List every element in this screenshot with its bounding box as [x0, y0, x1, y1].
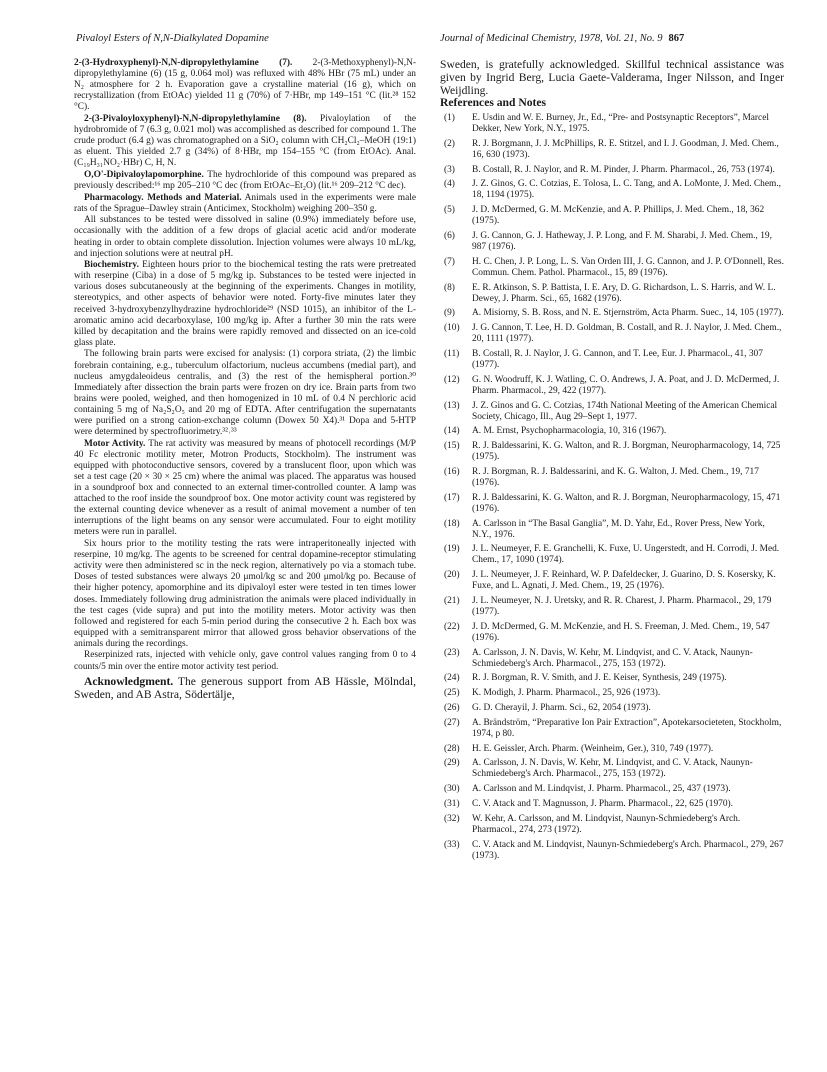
- right-column: [440, 58, 784, 865]
- reference-text: A. Carlsson in “The Basal Ganglia”, M. D. Yahr, Ed., Rover Press, New York, N.Y., 1976.: [472, 518, 765, 540]
- reference-text: R. J. Baldessarini, K. G. Walton, and R. J. Borgman, Neuropharmacology, 14, 725 (1975).: [472, 441, 781, 463]
- paragraph-text: 2-(3-Methoxyphenyl)-N,N-dipropylethylamine (6) (15 g, 0.064 mol) was refluxed with 48% HBr (75 mL) under an N₂ atmosphere for 2 h. Evaporation gave a crystalline material (16 g), which on recrystallization (from EtOAc) yielded 11 g (70%) of 7·HBr, mp 149–151 °C (lit.²⁸ 152 °C).: [74, 58, 417, 113]
- reference-item: [440, 799, 784, 810]
- left-column: [74, 58, 416, 701]
- acknowledgment-text: The generous support from AB Hässle, Mölndal, Sweden, and AB Astra, Södertälje,: [74, 674, 416, 701]
- reference-item: [440, 441, 784, 463]
- paragraph-heading: O,O'-Dipivaloylapomorphine.: [84, 169, 204, 180]
- reference-number: (10): [444, 323, 460, 334]
- reference-item: [440, 622, 784, 644]
- reference-item: [440, 375, 784, 397]
- reference-number: (7): [444, 256, 455, 267]
- reference-number: (24): [444, 673, 460, 684]
- reference-item: [440, 401, 784, 423]
- reference-number: (13): [444, 400, 460, 411]
- paragraph-pharmacology: [74, 193, 416, 215]
- paragraph-text: The hydrochloride of this compound was prepared as previously described:¹⁶ mp 205–210 °C dec (from EtOAc–Et₂O) (lit.¹⁶ 209–212 °C dec).: [74, 169, 416, 192]
- acknowledgment-continued: Sweden, is gratefully acknowledged. Skillful technical assistance was given by Ingrid Berg, Lucia Gaete-Valderama, Inger Nilsson, and Inger Weijdling.: [440, 58, 784, 97]
- reference-item: [440, 758, 784, 780]
- reference-text: A. Carlsson, J. N. Davis, W. Kehr, M. Lindqvist, and C. V. Atack, Naunyn-Schmiedeberg's Arch. Pharmacol., 275, 153 (1972).: [472, 647, 753, 669]
- reference-text: A. M. Ernst, Psychopharmacologia, 10, 316 (1967).: [472, 426, 667, 437]
- paragraph-text: Pivaloylation of the hydrobromide of 7 (6.3 g, 0.021 mol) was accomplished as described for compound 1. The crude product (6.4 g) was chromatographed on a SiO₂ column with CH₂Cl₂–MeOH (19:1) as eluent. This yielded 2.7 g (34%) of 8·HBr, mp 154–155 °C (from EtOAc). Anal. (C₁₉H₃₁NO₂·HBr) C, H, N.: [74, 113, 417, 169]
- reference-item: [440, 718, 784, 740]
- reference-number: (21): [444, 596, 460, 607]
- reference-text: G. N. Woodruff, K. J. Watling, C. O. Andrews, J. A. Poat, and J. D. McDermed, J. Pharm. Pharmacol., 29, 422 (1977).: [472, 374, 780, 396]
- reference-number: (25): [444, 688, 460, 699]
- reference-number: (30): [444, 784, 460, 795]
- paragraph-compound-8: [74, 114, 416, 169]
- reference-number: (5): [444, 205, 455, 216]
- paragraph-text: The rat activity was measured by means of photocell recordings (M/P 40 Fc electronic motility meter, Motron Products, Stockholm). The instrument was equipped with photoconductive sensors, covered by a translucent floor, upon which was set a test cage (20 × 30 × 25 cm) where the animal was placed. The apparatus was housed in a soundproof box and connected to an external timer-controlled counter. A lamp was attached to the roof inside the soundproof box. One motor activity count was registered by the external counting device whenever as a result of animal movement a number of ten interruptions of the light beams on any sensor were accumulated. Four to eight motility meters were run in parallel.: [74, 438, 416, 538]
- reference-text: A. Carlsson, J. N. Davis, W. Kehr, M. Lindqvist, and C. V. Atack, Naunyn-Schmiedeberg's Arch. Pharmacol., 275, 153 (1972).: [472, 758, 753, 780]
- paragraph-controls: [74, 650, 416, 672]
- reference-item: [440, 688, 784, 699]
- reference-item: [440, 648, 784, 670]
- reference-text: A. Brändström, “Preparative Ion Pair Extraction”, Apotekarsocieteten, Stockholm, 1974, p 80.: [472, 717, 782, 739]
- reference-number: (6): [444, 231, 455, 242]
- page-number: 867: [668, 33, 685, 44]
- reference-text: H. E. Geissler, Arch. Pharm. (Weinheim, Ger.), 310, 749 (1977).: [472, 743, 714, 754]
- paragraph-text: The following brain parts were excised for analysis: (1) corpora striata, (2) the limbic forebrain containing, e.g., tuberculum olfactorium, nucleus accumbens (medial part), and nucleus amygdaleoideus centralis, and (3) the rest of the hemispheral portion.³⁰ Immediately after dissection the brain parts were frozen on dry ice. Brain parts from two brains were pooled, weighed, and then homogenized in 10 mL of 0.4 N perchloric acid containing 5 mg of Na₂S₂O₅ and 20 mg of EDTA. After centrifugation the supernatants were purified on a strong cation-exchange column (Dowex 50 X4).³¹ Dopa and 5-HTP were determined by spectrofluorimetry.³²˒³³: [74, 349, 416, 438]
- paragraph-compound-7: [74, 58, 416, 113]
- reference-item: [440, 596, 784, 618]
- reference-number: (26): [444, 703, 460, 714]
- reference-item: [440, 840, 784, 862]
- reference-number: (9): [444, 308, 455, 319]
- reference-item: [440, 179, 784, 201]
- reference-item: [440, 467, 784, 489]
- paragraph-motility-testing: [74, 539, 416, 650]
- paragraph-heading: Motor Activity.: [84, 438, 146, 449]
- reference-text: E. Usdin and W. E. Burney, Jr., Ed., “Pre- and Postsynaptic Receptors”, Marcel Dekker, New York, N.Y., 1975.: [472, 113, 769, 135]
- reference-item: [440, 784, 784, 795]
- paragraph-biochemistry: [74, 260, 416, 349]
- paragraph-solutions: [74, 215, 416, 259]
- acknowledgment-paragraph: [74, 675, 416, 701]
- paragraph-motor-activity: [74, 439, 416, 539]
- paragraph-heading: 2-(3-Pivaloyloxyphenyl)-N,N-dipropylethylamine (8).: [84, 113, 307, 124]
- reference-text: A. Carlsson and M. Lindqvist, J. Pharm. Pharmacol., 25, 437 (1973).: [472, 784, 731, 795]
- paragraph-text: Six hours prior to the motility testing the rats were intraperitoneally injected with reserpine, 10 mg/kg. The agents to be screened for central dopamine-receptor stimulating activity were then administered sc in the neck region, alternatively po via a stomach tube. Doses of tested substances were always 20 μmol/kg sc and 200 μmol/kg po. Because of their higher potency, apomorphine and its dipivaloyl ester were tested in ten times lower doses. Immediately following drug administration the animals were placed individually in the test cages (vide supra) and put into the motility meters. Motor activity was then followed and registered for each 5-min period during the consecutive 2 h. Each box was equipped with a semitransparent mirror that allowed gross behavior observations of the animals during the recordings.: [74, 539, 416, 649]
- reference-item: [440, 231, 784, 253]
- paragraph-heading: Biochemistry.: [84, 260, 139, 271]
- reference-number: (32): [444, 813, 460, 824]
- reference-item: [440, 257, 784, 279]
- reference-number: (23): [444, 647, 460, 658]
- paragraph-heading: 2-(3-Hydroxyphenyl)-N,N-dipropylethylamine (7).: [74, 58, 293, 68]
- reference-text: R. J. Borgmann, J. J. McPhillips, R. E. Stitzel, and I. J. Goodman, J. Med. Chem., 16, 630 (1973).: [472, 138, 779, 160]
- reference-text: J. D. McDermed, G. M. McKenzie, and A. P. Phillips, J. Med. Chem., 18, 362 (1975).: [472, 205, 765, 227]
- reference-number: (14): [444, 426, 460, 437]
- reference-text: R. J. Borgman, R. J. Baldessarini, and K. G. Walton, J. Med. Chem., 19, 717 (1976).: [472, 467, 759, 489]
- running-header-left: Pivaloyl Esters of N,N-Dialkylated Dopamine: [76, 33, 269, 44]
- reference-item: [440, 426, 784, 437]
- reference-number: (22): [444, 621, 460, 632]
- acknowledgment-heading: Acknowledgment.: [84, 674, 174, 688]
- reference-text: J. G. Cannon, T. Lee, H. D. Goldman, B. Costall, and R. J. Naylor, J. Med. Chem., 20, 1111 (1977).: [472, 323, 782, 345]
- reference-text: C. V. Atack and M. Lindqvist, Naunyn-Schmiedeberg's Arch. Pharmacol., 279, 267 (1973).: [472, 839, 784, 861]
- reference-item: [440, 744, 784, 755]
- reference-number: (27): [444, 717, 460, 728]
- reference-text: B. Costall, R. J. Naylor, and R. M. Pinder, J. Pharm. Pharmacol., 26, 753 (1974).: [472, 164, 775, 175]
- reference-item: [440, 673, 784, 684]
- paragraph-dipivaloylapomorphine: [74, 170, 416, 192]
- paragraph-brain-parts: [74, 349, 416, 438]
- journal-citation: Journal of Medicinal Chemistry, 1978, Vol. 21, No. 9: [440, 33, 663, 44]
- reference-text: J. L. Neumeyer, N. J. Uretsky, and R. R. Charest, J. Pharm. Pharmacol., 29, 179 (1977).: [472, 596, 772, 618]
- reference-text: B. Costall, R. J. Naylor, J. G. Cannon, and T. Lee, Eur. J. Pharmacol., 41, 307 (1977).: [472, 349, 763, 371]
- reference-text: E. R. Atkinson, S. P. Battista, I. E. Ary, D. G. Richardson, L. S. Harris, and W. L. Dewey, J. Pharm. Sci., 65, 1682 (1976).: [472, 282, 776, 304]
- reference-number: (3): [444, 164, 455, 175]
- reference-text: J. G. Cannon, G. J. Hatheway, J. P. Long, and F. M. Sharabi, J. Med. Chem., 19, 987 (1976).: [472, 231, 772, 253]
- reference-item: [440, 493, 784, 515]
- reference-item: [440, 165, 784, 176]
- paragraph-text: Eighteen hours prior to the biochemical testing the rats were pretreated with reserpine (Ciba) in a dose of 5 mg/kg ip. Substances to be tested were injected in various doses subcutaneously at the beginning of the experiments. Changes in motility, stereotypics, and other aspects of behavior were noted. Forty-five minutes later they received 3-hydroxybenzylhydrazine hydrochloride²⁹ (NSD 1015), an inhibitor of the L-aromatic amino acid decarboxylase, 100 mg/kg ip. After a further 30 min the rats were killed by decapitation and the brains were rapidly removed and dissected on an ice-cold glass plate.: [74, 260, 416, 348]
- reference-item: [440, 544, 784, 566]
- reference-number: (11): [444, 349, 460, 360]
- reference-item: [440, 323, 784, 345]
- reference-text: A. Misiorny, S. B. Ross, and N. E. Stjernström, Acta Pharm. Suec., 14, 105 (1977).: [472, 308, 784, 319]
- references-heading: References and Notes: [440, 96, 547, 109]
- reference-item: [440, 139, 784, 161]
- reference-number: (28): [444, 743, 460, 754]
- paragraph-heading: Pharmacology. Methods and Material.: [84, 192, 242, 203]
- reference-text: J. Z. Ginos, G. C. Cotzias, E. Tolosa, L. C. Tang, and A. LoMonte, J. Med. Chem., 18, 1194 (1975).: [472, 179, 782, 201]
- reference-number: (17): [444, 492, 460, 503]
- reference-number: (31): [444, 799, 460, 809]
- reference-text: R. J. Borgman, R. V. Smith, and J. E. Keiser, Synthesis, 249 (1975).: [472, 673, 727, 684]
- reference-text: H. C. Chen, J. P. Long, L. S. Van Orden III, J. G. Cannon, and J. P. O'Donnell, Res. Commun. Chem. Pathol. Pharmacol., 15, 89 (1976).: [472, 256, 784, 278]
- reference-text: W. Kehr, A. Carlsson, and M. Lindqvist, Naunyn-Schmiedeberg's Arch. Pharmacol., 274, 273 (1972).: [472, 813, 741, 835]
- reference-number: (2): [444, 138, 455, 149]
- reference-number: (8): [444, 282, 455, 293]
- reference-item: [440, 570, 784, 592]
- reference-number: (16): [444, 467, 460, 478]
- reference-text: C. V. Atack and T. Magnusson, J. Pharm. Pharmacol., 22, 625 (1970).: [472, 799, 734, 809]
- reference-number: (29): [444, 758, 460, 769]
- reference-item: [440, 519, 784, 541]
- reference-number: (1): [444, 113, 455, 124]
- paragraph-text: Animals used in the experiments were male rats of the Sprague–Dawley strain (Anticimex, Stockholm) weighing 200–350 g.: [74, 192, 417, 214]
- paragraph-text: Reserpinized rats, injected with vehicle only, gave control values ranging from 0 to 4 counts/5 min over the entire motor activity test period.: [74, 650, 416, 672]
- reference-number: (4): [444, 179, 455, 190]
- reference-number: (33): [444, 839, 460, 850]
- reference-item: [440, 349, 784, 371]
- reference-item: [440, 814, 784, 836]
- reference-number: (19): [444, 544, 460, 555]
- reference-text: J. D. McDermed, G. M. McKenzie, and H. S. Freeman, J. Med. Chem., 19, 547 (1976).: [472, 621, 770, 643]
- reference-item: [440, 283, 784, 305]
- reference-text: G. D. Cherayil, J. Pharm. Sci., 62, 2054 (1973).: [472, 703, 651, 714]
- reference-number: (15): [444, 441, 460, 452]
- reference-item: [440, 205, 784, 227]
- reference-item: [440, 113, 784, 135]
- reference-text: J. L. Neumeyer, F. E. Granchelli, K. Fuxe, U. Ungerstedt, and H. Corrodi, J. Med. Chem., 17, 1090 (1974).: [472, 544, 780, 566]
- reference-number: (12): [444, 374, 460, 385]
- reference-item: [440, 308, 784, 319]
- reference-text: K. Modigh, J. Pharm. Pharmacol., 25, 926 (1973).: [472, 688, 661, 699]
- reference-number: (18): [444, 518, 460, 529]
- reference-number: (20): [444, 570, 460, 581]
- reference-text: J. L. Neumeyer, J. F. Reinhard, W. P. Dafeldecker, J. Guarino, D. S. Kosersky, K. Fuxe, and L. Agnati, J. Med. Chem., 19, 25 (1976).: [472, 570, 776, 592]
- reference-text: R. J. Baldessarini, K. G. Walton, and R. J. Borgman, Neuropharmacology, 15, 471 (1976).: [472, 492, 781, 514]
- reference-text: J. Z. Ginos and G. C. Cotzias, 174th National Meeting of the American Chemical Society, Chicago, Ill., Aug 29–Sept 1, 1977.: [472, 400, 778, 422]
- reference-list: [440, 113, 784, 862]
- paragraph-text: All substances to be tested were dissolved in saline (0.9%) immediately before use, occasionally with the addition of a few drops of glacial acetic acid and/or moderate heating in order to obtain complete dissolution. Injection volumes were always 10 mL/kg, and injection solutions were at neutral pH.: [74, 215, 416, 259]
- running-header-right: [440, 33, 684, 44]
- reference-item: [440, 703, 784, 714]
